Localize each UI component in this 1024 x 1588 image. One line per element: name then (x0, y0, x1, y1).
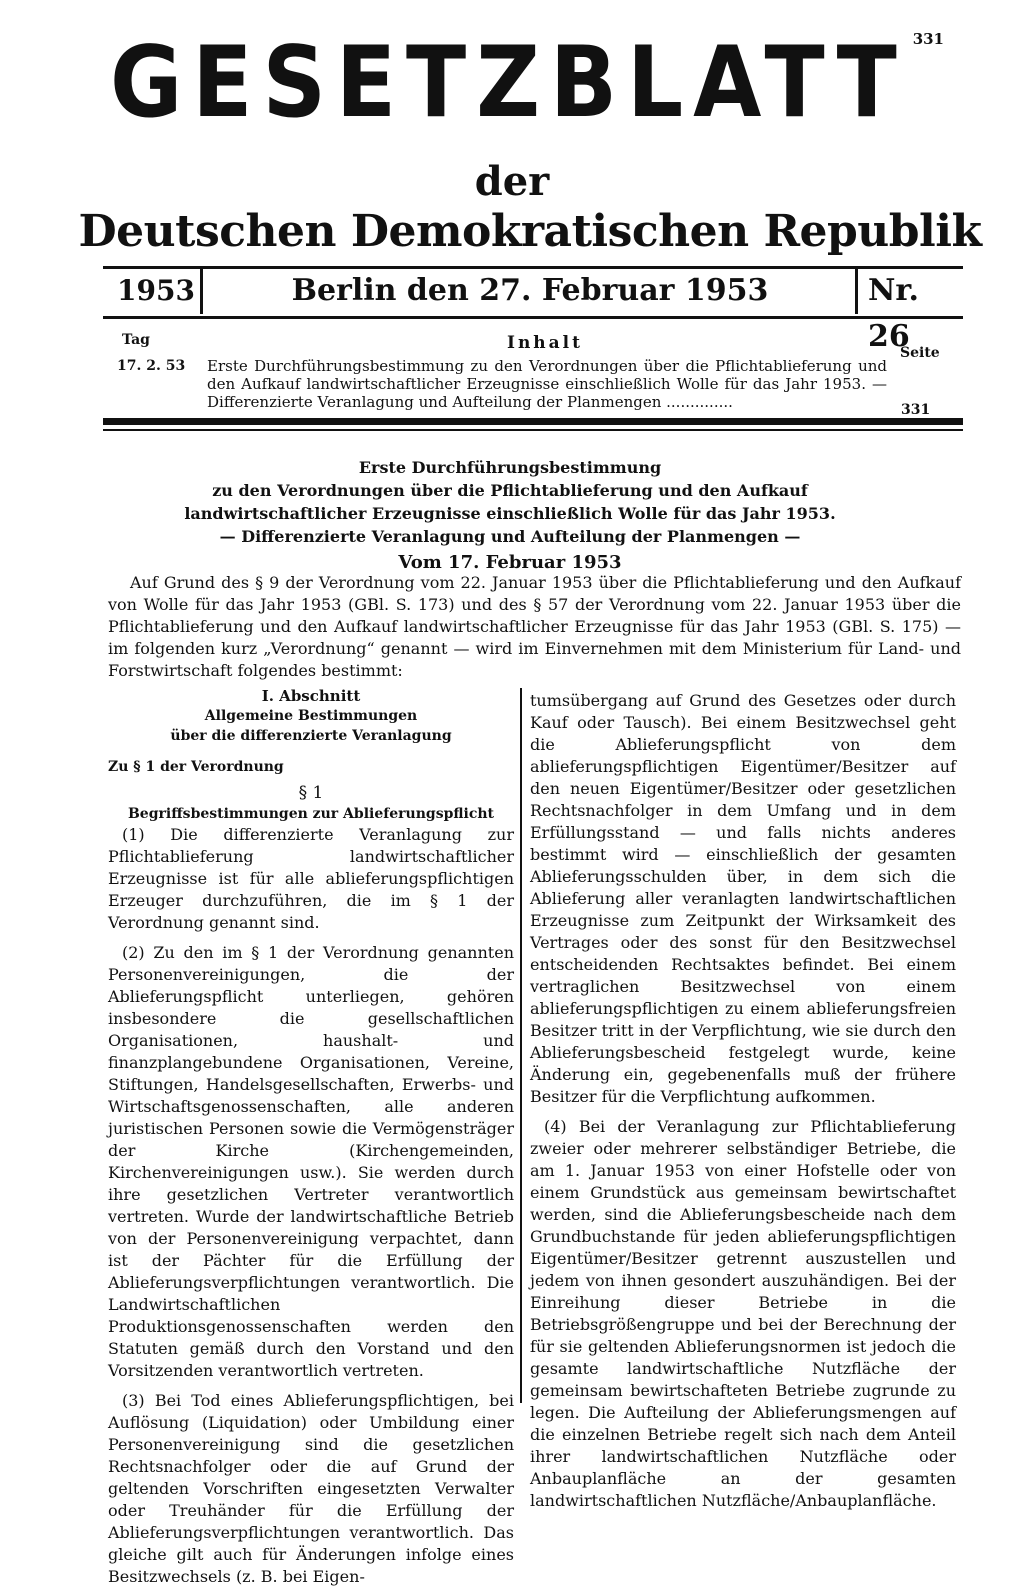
paragraph-2: (2) Zu den im § 1 der Verordnung genannten Personenvereinigungen, die der Ablieferungspflicht unterliegen, gehören insbesondere die gesellschaftlichen Organisationen, haushalt- und finanzplangebundene Organisationen, Vereine, Stiftungen, Handelsgesellschaften, Erwerbs- und Wirtschaftsgenossenschaften, alle anderen juristischen Personen sowie die Vermögensträger der Kirche (Kirchengemeinden, Kirchenvereinigungen usw.). Sie werden durch ihre gesetzlichen Vertreter verantwortlich vertreten. Wurde der landwirtschaftliche Betrieb von der Personenvereinigung verpachtet, dann ist der Pächter für die Erfüllung der Ablieferungsverpflichtungen verantwortlich. Die Landwirtschaftlichen Produktionsgenossenschaften werden den Statuten gemäß durch den Vorstand und den Vorsitzenden verantwortlich vertreten. (108, 943, 514, 1380)
issue-place-date: Berlin den 27. Februar 1953 (291, 273, 769, 308)
title-line: zu den Verordnungen über die Pflichtablieferung und den Aufkauf (212, 481, 808, 500)
contents-thick-rule (103, 418, 963, 425)
section-heading: I. Abschnitt (261, 687, 361, 705)
paragraph-title: Begriffsbestimmungen zur Ablieferungspflicht (127, 806, 495, 822)
section-subheading: Allgemeine Bestimmungen (204, 708, 418, 724)
masthead-title: GESETZBLATT (110, 26, 907, 140)
title-line: landwirtschaftlicher Erzeugnisse einschließlich Wolle für das Jahr 1953. (184, 504, 836, 523)
contents-entry-text: Erste Durchführungsbestimmung zu den Verordnungen über die Pflichtablieferung und den Aufkauf landwirtschaftlicher Erzeugnisse einschließlich Wolle für das Jahr 1953. — Differenzierte Veranlagung und Aufteilung der Planmengen .............. (207, 357, 887, 411)
section-subheading: über die differenzierte Veranlagung (170, 728, 452, 744)
contents-tag-label: Tag (122, 332, 150, 348)
title-line: Erste Durchführungsbestimmung (358, 458, 662, 477)
page-number: 331 (912, 30, 944, 48)
masthead-der: der (474, 158, 550, 205)
title-line: — Differenzierte Veranlagung und Aufteilung der Planmengen — (219, 527, 801, 546)
header-bottom-rule (103, 316, 963, 319)
paragraph-sign: § 1 (298, 783, 324, 803)
contents-entry-date: 17. 2. 53 (117, 358, 186, 374)
document-title (150, 456, 870, 574)
paragraph-3-start: (3) Bei Tod eines Ablieferungspflichtigen, bei Auflösung (Liquidation) oder Umbildung einer Personenvereinigung sind die gesetzlichen Rechtsnachfolger oder die auf Grund der geltenden Vorschriften eingesetzten Verwalter oder Treuhänder für die Erfüllung der Ablieferungsverpflichtungen verantwortlich. Das gleiche gilt auch für Änderungen infolge eines Besitzwechsels (z. B. bei Eigen- (108, 1391, 514, 1586)
zu-paragraph-heading: Zu § 1 der Verordnung (108, 759, 284, 775)
contents-heading: Inhalt (507, 333, 583, 353)
column-divider (520, 688, 522, 1403)
left-column (108, 686, 514, 1588)
paragraph-4: (4) Bei der Veranlagung zur Pflichtablieferung zweier oder mehrerer selbständiger Betriebe, die am 1. Januar 1953 von einer Hofstelle oder von einem Grundstück aus gemeinsam bewirtschaftet werden, sind die Ablieferungsbescheide nach dem Grundbuchstande für jeden ablieferungspflichtigen Eigentümer/Besitzer getrennt auszustellen und jedem von ihnen gesondert auszuhändigen. Bei der Einreihung dieser Betriebe in die Betriebsgrößengruppe und bei der Berechnung der für sie geltenden Ablieferungsnormen ist jedoch die gesamte landwirtschaftliche Nutzfläche der gemeinsam bewirtschafteten Betriebe zugrunde zu legen. Die Aufteilung der Ablieferungsmengen auf die einzelnen Betriebe regelt sich nach dem Anteil ihrer landwirtschaftlichen Nutzfläche oder Anbauplanfläche an der gesamten landwirtschaftlichen Nutzfläche/Anbauplanfläche. (530, 1117, 956, 1510)
right-column (530, 690, 956, 1512)
issue-number: Nr. 26 (855, 268, 963, 314)
paragraph-3-continued: tumsübergang auf Grund des Gesetzes oder durch Kauf oder Tausch). Bei einem Besitzwechsel geht die Ablieferungspflicht von dem ablieferungspflichtigen Eigentümer/Besitzer auf den neuen Eigentümer/Besitzer oder gesetzlichen Rechtsnachfolger in dem Umfang und in dem Erfüllungsstand — und falls nichts anderes bestimmt wird — einschließlich der gesamten Ablieferungsschulden über, in dem sich die Ablieferung aller veranlagten landwirtschaftlichen Erzeugnisse zum Zeitpunkt der Wirksamkeit des Vertrages oder des sonst für den Besitzwechsel entscheidenden Rechtsaktes befindet. Bei einem vertraglichen Besitzwechsel von einem ablieferungspflichtigen zu einem ablieferungsfreien Besitzer tritt in der Verpflichtung, wie sie durch den Ablieferungsbescheid festgelegt wurde, keine Änderung ein, gegebenenfalls muß der frühere Besitzer für die Verpflichtung aufkommen. (530, 691, 956, 1106)
issue-year: 1953 (103, 268, 203, 314)
contents-seite-label: Seite (900, 345, 940, 361)
document-date: Vom 17. Februar 1953 (398, 552, 622, 573)
contents-entry-page: 331 (901, 402, 931, 418)
document-intro: Auf Grund des § 9 der Verordnung vom 22. Januar 1953 über die Pflichtablieferung und den Aufkauf von Wolle für das Jahr 1953 (GBl. S. 173) und des § 57 der Verordnung vom 22. Januar 1953 über die Pflichtablieferung und den Aufkauf landwirtschaftlicher Erzeugnisse für das Jahr 1953 (GBl. S. 175) — im folgenden kurz „Verordnung“ genannt — wird im Einvernehmen mit dem Ministerium für Land- und Forstwirtschaft folgendes bestimmt: (108, 573, 961, 680)
paragraph-1: (1) Die differenzierte Veranlagung zur Pflichtablieferung landwirtschaftlicher Erzeugnisse ist für alle ablieferungspflichtigen Erzeuger durchzuführen, die im § 1 der Verordnung genannt sind. (108, 825, 514, 932)
contents-thin-rule (103, 429, 963, 431)
masthead-republic: Deutschen Demokratischen Republik (78, 206, 982, 257)
